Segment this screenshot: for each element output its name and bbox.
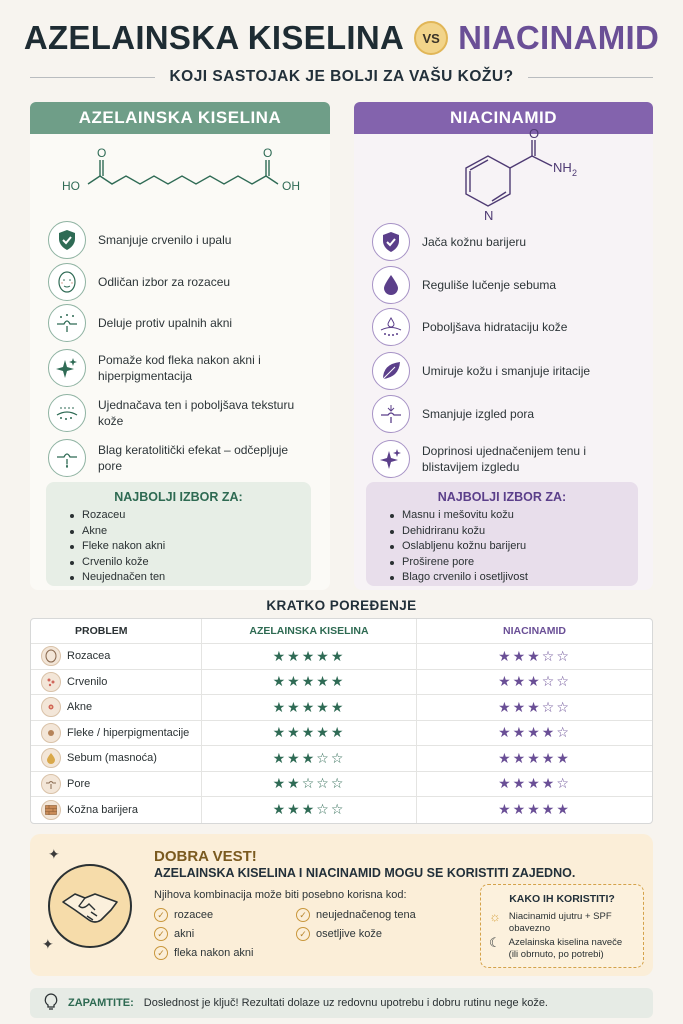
list-item: Rozaceu	[62, 508, 295, 524]
svg-text:NH: NH	[553, 160, 572, 175]
remember-note	[30, 988, 653, 1018]
niacinamide-best-box	[366, 482, 638, 586]
rating-stars: ★★★★☆	[498, 724, 571, 741]
note-label: ZAPAMTITE:	[68, 997, 134, 1009]
how-to-use-box	[480, 884, 644, 968]
benefit-text: Doprinosi ujednačenijem tenu i blistavijem izgledu	[422, 444, 587, 474]
lightbulb-icon	[44, 993, 58, 1014]
azelaic-best-box	[46, 482, 311, 586]
benefit-item	[48, 393, 298, 433]
rating-stars: ★★★★☆	[498, 775, 571, 792]
benefit-text: Ujednačava ten i poboljšava teksturu kože	[98, 398, 295, 428]
news-lead: AZELAINSKA KISELINA I NIACINAMID MOGU SE KORISTITI ZAJEDNO.	[154, 866, 576, 880]
header-azelaic: AZELAINSKA KISELINA	[202, 619, 417, 643]
how-item: ☼ Niacinamid ujutru + SPF obavezno	[489, 909, 612, 934]
svg-text:O: O	[263, 146, 273, 160]
table-row	[31, 797, 652, 823]
list-item: Crvenilo kože	[62, 555, 295, 571]
best-title: NAJBOLJI IZBOR ZA:	[437, 490, 567, 504]
hydration-icon	[372, 308, 410, 346]
sparkles-icon	[48, 349, 86, 387]
benefit-text: Odličan izbor za rozaceu	[98, 275, 231, 289]
best-title: NAJBOLJI IZBOR ZA:	[114, 490, 243, 504]
rating-stars: ★★★★★	[272, 724, 346, 741]
problem-label: Rozacea	[67, 650, 111, 663]
subtitle-row	[30, 64, 653, 90]
table-row	[31, 644, 652, 670]
moon-icon: ☾	[489, 935, 501, 950]
title-niacinamide: NIACINAMID	[458, 19, 660, 56]
pore-acne-icon	[48, 304, 86, 342]
rating-stars: ★★★☆☆	[272, 749, 346, 766]
list-item: Oslabljenu kožnu barijeru	[382, 539, 622, 555]
benefit-item	[48, 348, 298, 388]
spots-icon	[41, 723, 61, 743]
benefit-text: Smanjuje izgled pora	[422, 407, 535, 421]
shield-check-icon	[48, 221, 86, 259]
news-title: DOBRA VEST!	[154, 848, 257, 865]
table-row	[31, 772, 652, 798]
table-row	[31, 670, 652, 696]
face-icon	[48, 263, 86, 301]
brick-wall-icon	[41, 800, 61, 820]
check-icon: ✓	[154, 927, 168, 941]
table-header	[31, 619, 652, 644]
rating-stars: ★★★★★	[272, 673, 346, 690]
azelaic-heading: AZELAINSKA KISELINA	[30, 102, 330, 134]
svg-text:2: 2	[572, 168, 578, 178]
oil-drop-icon	[372, 266, 410, 304]
benefit-item	[372, 265, 556, 305]
benefit-text: Deluje protiv upalnih akni	[98, 316, 233, 330]
check-item: ✓ rozacee	[154, 908, 213, 922]
svg-text:OH: OH	[282, 179, 300, 193]
rating-stars: ★★★★★	[272, 698, 346, 715]
list-item: Blago crvenilo i osetljivost	[382, 570, 622, 586]
svg-text:HO: HO	[62, 179, 80, 193]
benefit-text: Reguliše lučenje sebuma	[422, 278, 557, 292]
acne-icon	[41, 697, 61, 717]
pore-drop-icon	[48, 439, 86, 477]
news-combo-text: Njihova kombinacija može biti posebno korisna kod:	[154, 889, 407, 901]
problem-label: Sebum (masnoća)	[67, 752, 157, 765]
list-item: Fleke nakon akni	[62, 539, 295, 555]
benefit-item	[48, 438, 298, 478]
rating-stars: ★★★☆☆	[498, 647, 571, 664]
check-icon: ✓	[154, 908, 168, 922]
divider	[30, 77, 155, 78]
benefit-item	[48, 262, 230, 302]
svg-text:O: O	[97, 146, 107, 160]
rating-stars: ★★☆☆☆	[272, 775, 346, 792]
list-item: Akne	[62, 524, 295, 540]
benefit-item	[48, 303, 232, 343]
how-item: ☾ Azelainska kiselina naveče (ili obrnuto, po potrebi)	[489, 935, 623, 960]
benefit-item	[372, 307, 567, 347]
check-icon: ✓	[154, 946, 168, 960]
table-row	[31, 746, 652, 772]
check-item: ✓ neujednačenog tena	[296, 908, 416, 922]
benefit-item	[372, 351, 590, 391]
check-icon: ✓	[296, 908, 310, 922]
check-icon: ✓	[296, 927, 310, 941]
list-item: Proširene pore	[382, 555, 622, 571]
niacinamide-panel	[354, 102, 653, 590]
benefit-text: Jača kožnu barijeru	[422, 235, 527, 249]
azelaic-panel	[30, 102, 330, 590]
leaf-icon	[372, 352, 410, 390]
face-icon	[41, 646, 61, 666]
niacinamide-heading: NIACINAMID	[354, 102, 653, 134]
pore-icon	[41, 774, 61, 794]
good-news-box	[30, 834, 653, 976]
header-problem: PROBLEM	[31, 619, 202, 643]
benefit-text: Pomaže kod fleka nakon akni i hiperpigmentacija	[98, 353, 261, 383]
rating-stars: ★★★☆☆	[272, 801, 346, 818]
rating-stars: ★★★★★	[498, 801, 571, 818]
benefit-text: Poboljšava hidrataciju kože	[422, 320, 568, 334]
redness-icon	[41, 672, 61, 692]
rating-stars: ★★★★★	[272, 647, 346, 664]
sun-icon: ☼	[489, 909, 501, 924]
comparison-table	[30, 618, 653, 824]
sparkles-icon	[372, 440, 410, 478]
benefit-item	[372, 394, 534, 434]
niacinamide-molecule-icon	[436, 126, 578, 226]
problem-label: Pore	[67, 777, 91, 790]
benefit-text: Umiruje kožu i smanjuje iritacije	[422, 364, 591, 378]
list-item: Neujednačen ten	[62, 570, 295, 586]
title-azelaic: AZELAINSKA KISELINA	[23, 19, 405, 56]
benefit-text: Smanjuje crvenilo i upalu	[98, 233, 232, 247]
problem-label: Akne	[67, 701, 93, 714]
skin-texture-icon	[48, 394, 86, 432]
check-item: ✓ akni	[154, 927, 194, 941]
vs-badge: VS	[414, 21, 448, 55]
sparkle-icon: ✦	[42, 936, 54, 952]
handshake-icon	[48, 864, 132, 948]
comparison-title: KRATKO POREĐENJE	[266, 598, 417, 613]
title-row	[0, 12, 683, 64]
svg-text:O: O	[529, 126, 540, 141]
rating-stars: ★★★★★	[498, 749, 571, 766]
problem-label: Kožna barijera	[67, 803, 138, 816]
list-item: Dehidriranu kožu	[382, 524, 622, 540]
benefit-item	[372, 222, 526, 262]
sebum-icon	[41, 748, 61, 768]
benefit-text: Blag keratolitički efekat – odčepljuje pore	[98, 443, 289, 473]
shield-check-icon	[372, 223, 410, 261]
table-row	[31, 721, 652, 747]
header-niacinamide: NIACINAMID	[503, 625, 566, 637]
check-item: ✓ osetljive kože	[296, 927, 382, 941]
rating-stars: ★★★☆☆	[498, 673, 571, 690]
benefit-item	[372, 439, 622, 479]
pore-icon	[372, 395, 410, 433]
rating-stars: ★★★☆☆	[498, 698, 571, 715]
check-item: ✓ fleka nakon akni	[154, 946, 254, 960]
problem-label: Fleke / hiperpigmentacije	[67, 726, 190, 739]
how-title: KAKO IH KORISTITI?	[509, 893, 615, 905]
subtitle: KOJI SASTOJAK JE BOLJI ZA VAŠU KOŽU?	[169, 68, 514, 85]
table-row	[31, 695, 652, 721]
problem-label: Crvenilo	[67, 675, 108, 688]
benefit-item	[48, 220, 231, 260]
divider	[528, 77, 653, 78]
svg-text:N: N	[484, 208, 494, 223]
sparkle-icon: ✦	[48, 846, 60, 862]
list-item: Masnu i mešovitu kožu	[382, 508, 622, 524]
azelaic-molecule-icon	[60, 146, 305, 202]
note-text: Doslednost je ključ! Rezultati dolaze uz redovnu upotrebu i dobru rutinu nege kože.	[143, 997, 548, 1009]
